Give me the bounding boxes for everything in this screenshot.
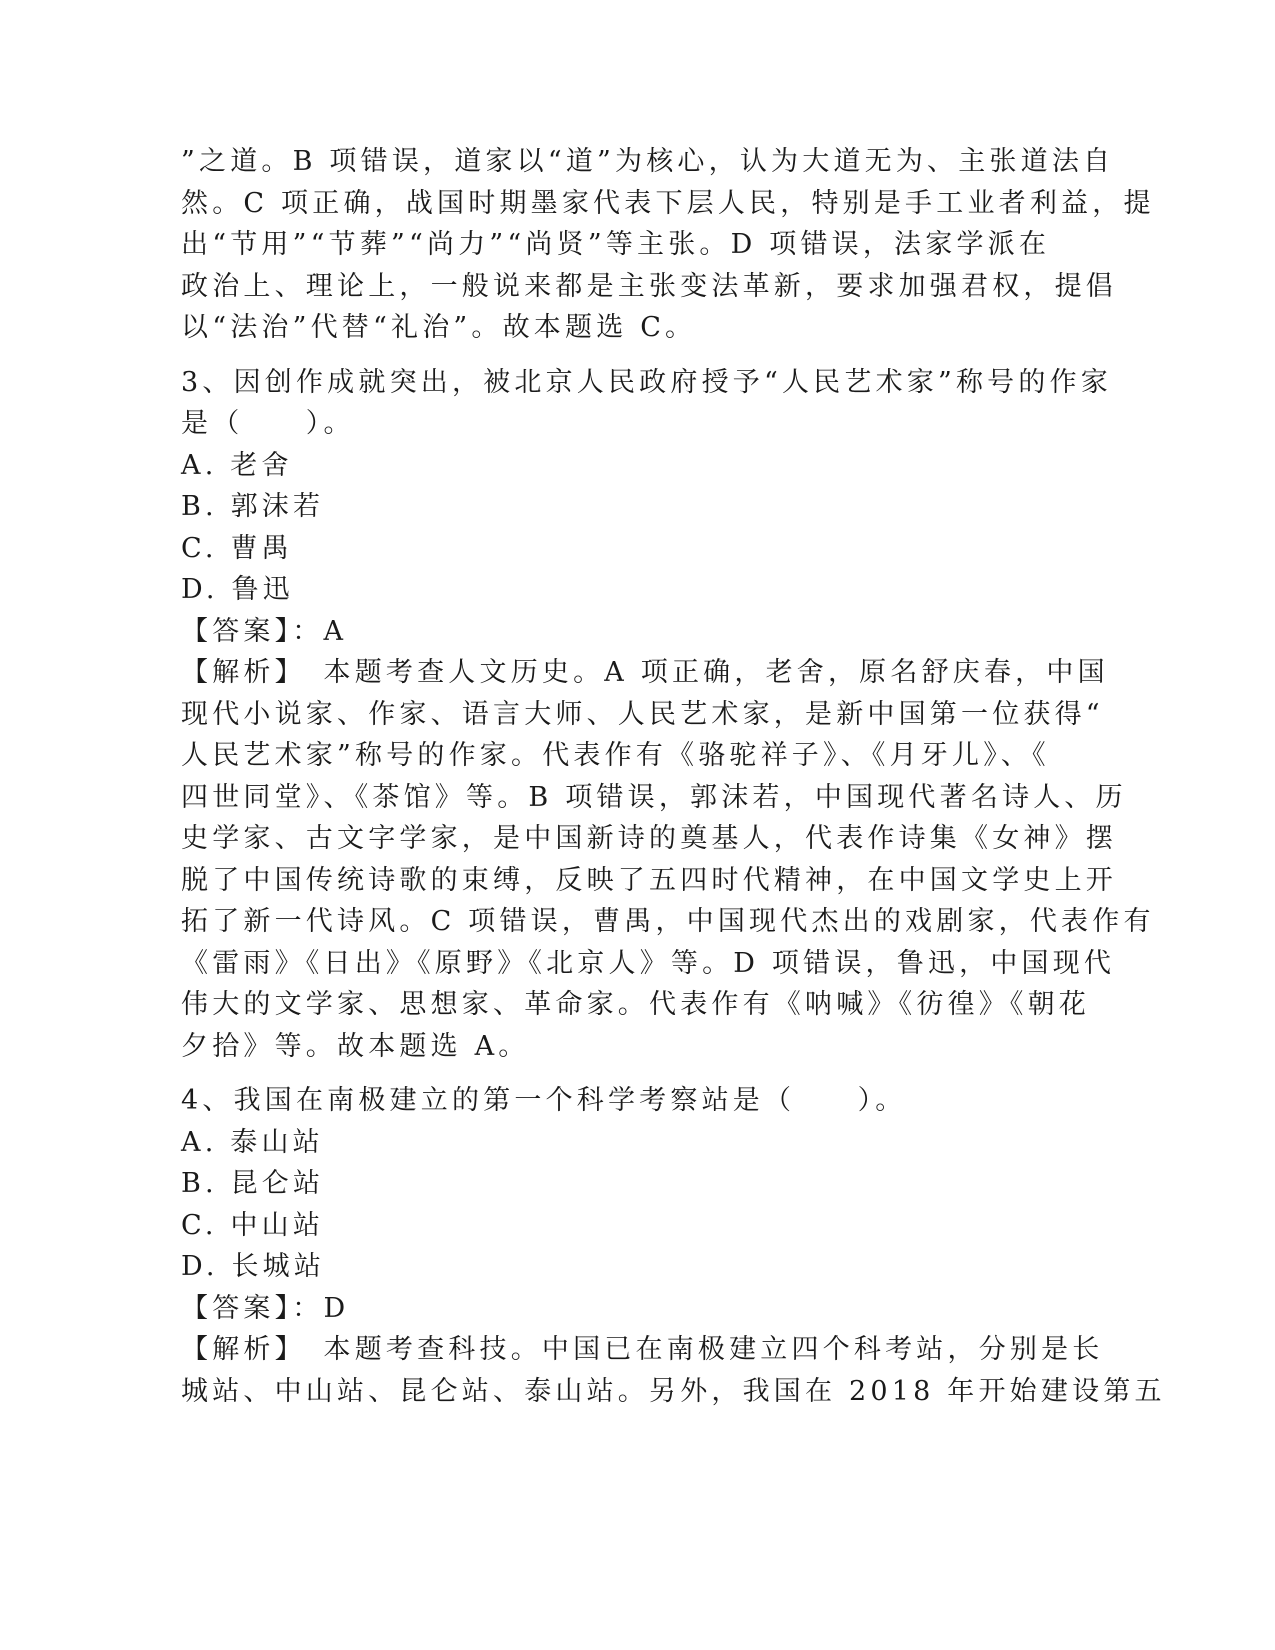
explanation-line: 政治上、理论上，一般说来都是主张变法革新，要求加强君权，提倡 xyxy=(181,270,1117,302)
answer-line: 【答案】：D xyxy=(181,1292,350,1324)
answer-line: 【答案】：A xyxy=(181,615,348,647)
option-b: B. 郭沫若 xyxy=(181,491,325,522)
option-a: A. 老舍 xyxy=(181,449,293,481)
question-stem: 3、因创作成就突出，被北京人民政府授予“人民艺术家”称号的作家 xyxy=(181,366,1112,398)
explanation-line: 脱了中国传统诗歌的束缚，反映了五四时代精神，在中国文学史上开 xyxy=(181,864,1117,896)
explanation-line: 人民艺术家”称号的作家。代表作有《骆驼祥子》、《月牙儿》、《 xyxy=(181,740,1050,771)
explanation-line: 城站、中山站、昆仑站、泰山站。另外，我国在 2018 年开始建设第五 xyxy=(181,1375,1166,1407)
explanation-line: 四世同堂》、《茶馆》等。B 项错误，郭沫若，中国现代著名诗人、历 xyxy=(181,781,1127,813)
question-stem: 是（ ）。 xyxy=(181,408,355,439)
option-a: A. 泰山站 xyxy=(181,1126,324,1158)
option-b: B. 昆仑站 xyxy=(181,1168,325,1199)
option-c: C. 中山站 xyxy=(181,1209,325,1241)
explanation-line: 出“节用”“节葬”“尚力”“尚贤”等主张。D 项错误，法家学派在 xyxy=(181,229,1051,260)
explanation-line: 夕拾》等。故本题选 A。 xyxy=(181,1030,530,1062)
explanation-line: 【解析】 本题考查科技。中国已在南极建立四个科考站，分别是长 xyxy=(181,1334,1104,1365)
option-c: C. 曹禺 xyxy=(181,532,293,564)
document-page xyxy=(181,141,1166,1412)
previous-explanation xyxy=(181,141,1155,349)
question-3 xyxy=(181,362,1155,1068)
explanation-line: 史学家、古文字学家，是中国新诗的奠基人，代表作诗集《女神》摆 xyxy=(181,823,1117,854)
explanation-line: 现代小说家、作家、语言大师、人民艺术家，是新中国第一位获得“ xyxy=(181,698,1104,730)
explanation-line: 以“法治”代替“礼治”。故本题选 C。 xyxy=(181,312,697,343)
option-d: D. 长城站 xyxy=(181,1251,326,1282)
explanation-line: 伟大的文学家、思想家、革命家。代表作有《呐喊》《彷徨》《朝花 xyxy=(181,989,1090,1020)
explanation-line: ”之道。B 项错误，道家以“道”为核心，认为大道无为、主张道法自 xyxy=(181,146,1115,177)
question-stem: 4、我国在南极建立的第一个科学考察站是（ ）。 xyxy=(181,1085,907,1116)
explanation-line: 【解析】 本题考查人文历史。A 项正确，老舍，原名舒庆春，中国 xyxy=(181,657,1109,688)
question-4 xyxy=(181,1080,1166,1412)
option-d: D. 鲁迅 xyxy=(181,574,294,605)
explanation-line: 《雷雨》《日出》《原野》《北京人》等。D 项错误，鲁迅，中国现代 xyxy=(181,947,1116,979)
explanation-line: 拓了新一代诗风。C 项错误，曹禺，中国现代杰出的戏剧家，代表作有 xyxy=(181,906,1155,937)
explanation-line: 然。C 项正确，战国时期墨家代表下层人民，特别是手工业者利益，提 xyxy=(181,187,1155,219)
